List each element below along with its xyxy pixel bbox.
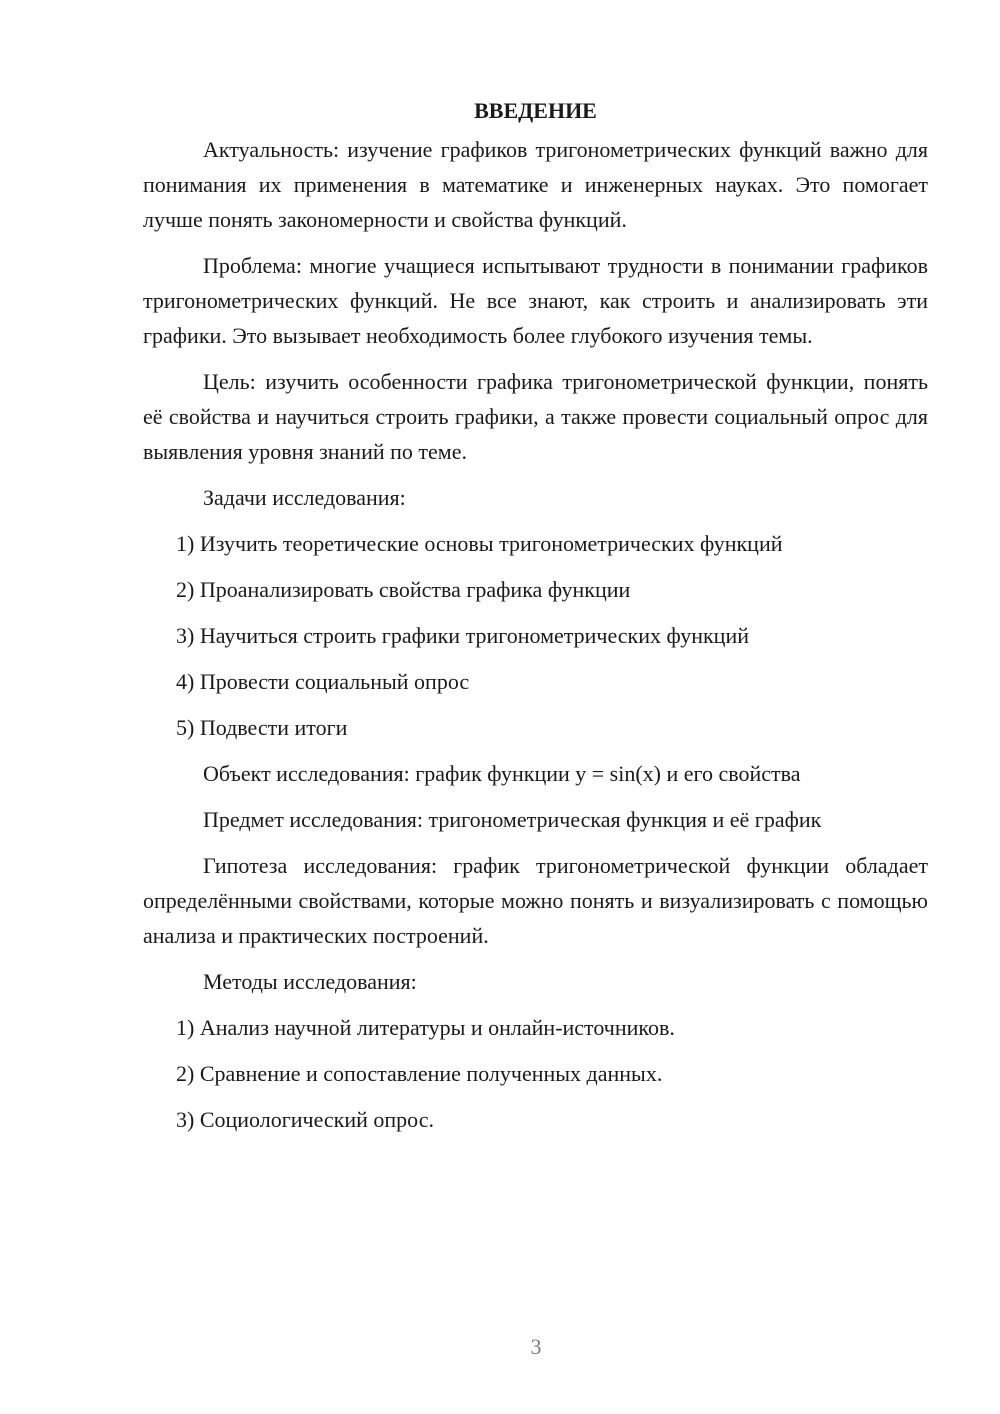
task-item: 3) Научиться строить графики тригонометрических функций (176, 623, 749, 648)
page-content (143, 96, 928, 1148)
method-item: 2) Сравнение и сопоставление полученных данных. (176, 1061, 663, 1086)
section-heading: ВВЕДЕНИЕ (474, 98, 597, 123)
subject-paragraph: Предмет исследования: тригонометрическая функция и её график (203, 807, 822, 832)
tasks-title: Задачи исследования: (203, 485, 406, 510)
page-number: 3 (530, 1334, 542, 1359)
method-item: 3) Социологический опрос. (176, 1107, 434, 1132)
hypothesis-paragraph: Гипотеза исследования: график тригонометрической функции обладает определёнными свойствами, которые можно понять и визуализировать с помощью анализа и практических построений. (143, 853, 928, 948)
methods-title: Методы исследования: (203, 969, 417, 994)
relevance-paragraph: Актуальность: изучение графиков тригонометрических функций важно для понимания их применения в математике и инженерных науках. Это помогает лучше понять закономерности и свойства функций. (143, 137, 928, 232)
goal-paragraph: Цель: изучить особенности графика тригонометрической функции, понять её свойства и научиться строить графики, а также провести социальный опрос для выявления уровня знаний по теме. (143, 369, 928, 464)
object-paragraph: Объект исследования: график функции y = sin(x) и его свойства (203, 761, 801, 786)
task-item: 1) Изучить теоретические основы тригонометрических функций (176, 531, 783, 556)
problem-paragraph: Проблема: многие учащиеся испытывают трудности в понимании графиков тригонометрических функций. Не все знают, как строить и анализировать эти графики. Это вызывает необходимость более глубокого изучения темы. (143, 253, 928, 348)
task-item: 4) Провести социальный опрос (176, 669, 470, 694)
method-item: 1) Анализ научной литературы и онлайн-источников. (176, 1015, 675, 1040)
task-item: 2) Проанализировать свойства графика функции (176, 577, 631, 602)
task-item: 5) Подвести итоги (176, 715, 348, 740)
